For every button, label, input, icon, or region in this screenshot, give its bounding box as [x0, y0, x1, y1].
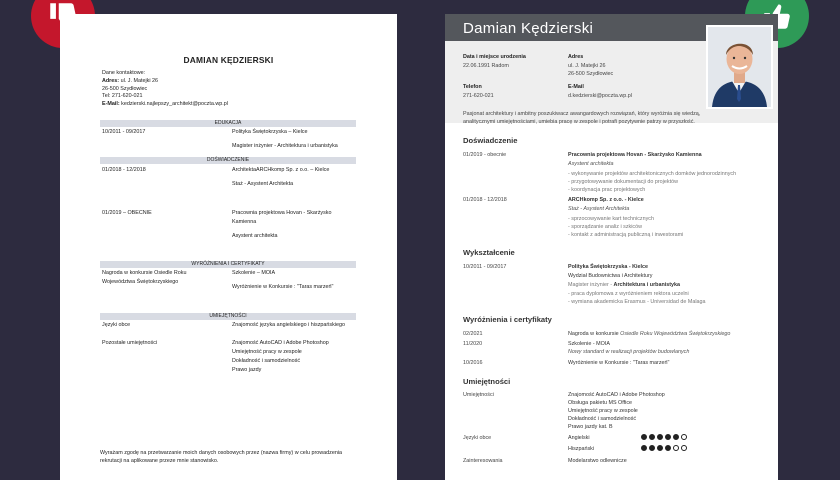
- lang-level-english: [641, 434, 689, 442]
- skill-level-dot: [657, 445, 663, 451]
- skill-level-dot: [681, 434, 687, 440]
- skill-level-dot: [641, 445, 647, 451]
- heading-education: Wykształcenie: [463, 248, 515, 257]
- section-experience: DOŚWIADCZENIE: [100, 157, 356, 164]
- skill-level-dot: [681, 445, 687, 451]
- skill-level-dot: [649, 445, 655, 451]
- skill-level-dot: [657, 434, 663, 440]
- skill-level-dot: [641, 434, 647, 440]
- cv-name: Damian Kędzierski: [463, 20, 594, 37]
- section-awards: WYRÓŻNIENIA I CERTYFIKATY: [100, 261, 356, 268]
- good-cv-document: Damian Kędzierski Data i miejsce urodzenia 22.06.1991 Radom Adres ul. J. Matejki 26 26-500 Szydłowiec Telefon 271-620-021 E-Mail d.kedzierski@poczta.wp.pl Pasjonat architektury i ambitny poszukiwacz awangardowych rozwiązań, który wyróżnia się wiedzą, analitycznymi umiejętnościami, umiebia pracę w zespole i potrafi pozytywnie patrzy w przyszłość. Doświadczenie 01/2019 - obecnie Pracownia projektowa Hovan - Skarżysko Kamienna Asystent architekta - wykonywanie projektów architektonicznych domków jednorodzinnych - przygotowywanie dokumentacji do projektów - koordynacja prac projektowych 01/2018 - 12/2018 ARCHkomp Sp. z o.o. - Kielce Staż - Asystent Architekta - sprzocowywanie kart technicznych - sporządzanie analiz i szkiców - kontakt z administracją publiczną i inwestorami Wykształcenie 10/2011 - 09/2017 Politykа Świętokrzyska - Kielce Wydział Budownictwa i Architektury Magister inżynier - Architektura i urbanistyka - praca dyplomowa z wyróżnieniem rektora uczelni - wymiana akademicka Erasmus - Universidad de Malaga Wyróżnienia i certyfikaty 02/2021 Nagroda w konkursie Osiedle Roku Województwa Świętokrzyskiego 11/2020 Szkolenie - MOIA Nowy standard w realizacji projektów budowlanych 10/2016 Wyróżnienie w Konkursie : "Taras marzeń" Umiejętności Umiejętności Znajomość AutoCAD i Adobe Photoshop Obsługa pakietu MS Office Umiejętność pracy w zespole Dokładność i samodzielność Prawo jazdy kat. B Języki obce Angielski Hiszpański Zainteresowania Modelarstwo odlewnicze: [445, 14, 778, 480]
- gdpr-consent: Wyrażam zgodę na przetwarzanie moich danych osobowych przez (nazwa firmy) w celu prowadzenia rekrutacji na aplikowane przeze mnie stanowisko.: [100, 450, 343, 464]
- cv-name: DAMIAN KĘDZIERSKI: [183, 55, 274, 65]
- skill-level-dot: [665, 445, 671, 451]
- lang-level-spanish: [641, 445, 689, 453]
- contact-block: Dane kontaktowe: Adres: ul. J. Matejki 26 26-500 Szydłowiec Tel: 271-620-021 E-Mail: kedzierski.najlepszy_architekt@poczta.wp.pl: [102, 70, 228, 108]
- heading-awards: Wyróżnienia i certyfikaty: [463, 315, 552, 324]
- skill-level-dot: [673, 434, 679, 440]
- skill-level-dot: [649, 434, 655, 440]
- section-education: EDUKACJA: [100, 120, 356, 127]
- heading-skills: Umiejętności: [463, 377, 511, 386]
- profile-photo: [706, 25, 773, 109]
- skill-level-dot: [673, 445, 679, 451]
- portrait-image: [708, 27, 771, 107]
- heading-experience: Doświadczenie: [463, 136, 518, 145]
- section-skills: UMIEJĘTNOŚCI: [100, 313, 356, 320]
- bad-cv-document: DAMIAN KĘDZIERSKI Dane kontaktowe: Adres: ul. J. Matejki 26 26-500 Szydłowiec Tel: 271-620-021 E-Mail: kedzierski.najlepszy_architekt@poczta.wp.pl EDUKACJA 10/2011 - 09/2017 Politykа Świętokrzyska – Kielce Magister inżynier - Architektura i urbanistyka DOŚWIADCZENIE 01/2018 - 12/2018 ArchitektaARCHkomp Sp. z o.o. – Kielce Staż - Asystent Architekta 01/2019 – OBECNIE Pracownia projektowa Hovan - Skarżysko Kamienna Asystent architekta WYRÓŻNIENIA I CERTYFIKATY Nagroda w konkursie Osiedle Roku Województwa Świętokrzyskiego Szkolenie – MOIA Wyróżnienie w Konkursie : "Taras marzeń" UMIEJĘTNOŚCI Języki obce Znajomość języka angielskiego i hiszpańskiego Pozostałe umiejętności Znajomość AutoCAD i Adobe Photoshop Umiejętność pracy w zespole Dokładność i samodzielność Prawo jazdy Wyrażam zgodę na przetwarzanie moich danych osobowych przez (nazwa firmy) w celu prowadzenia rekrutacji na aplikowane przeze mnie stanowisko.: [60, 14, 397, 480]
- skill-level-dot: [665, 434, 671, 440]
